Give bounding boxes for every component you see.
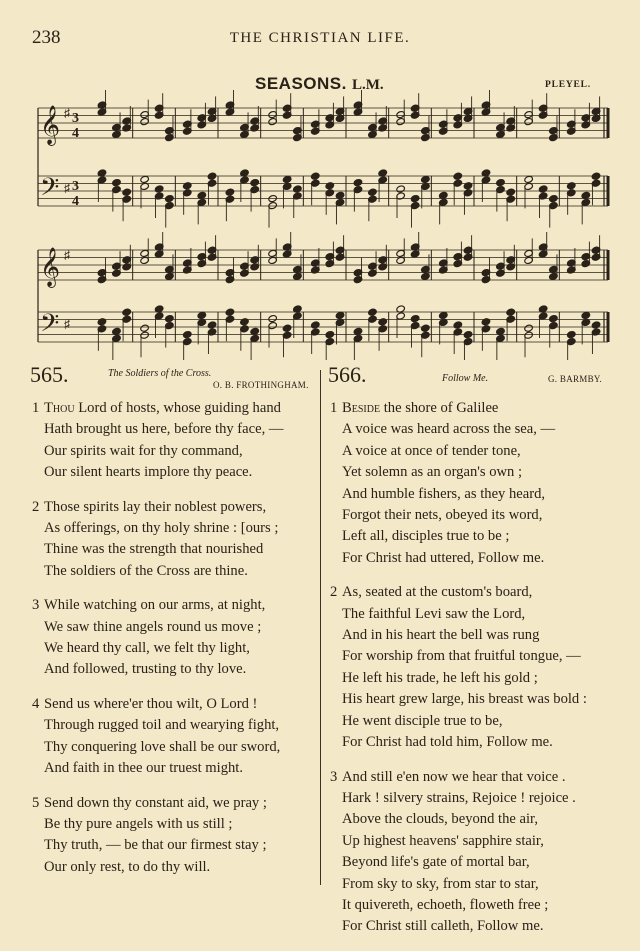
verse-line: Up highest heavens' sapphire stair, bbox=[342, 832, 544, 849]
stanza-number: 3 bbox=[330, 768, 338, 785]
note-head bbox=[524, 175, 534, 183]
note-head bbox=[506, 188, 516, 196]
verse-line: Through rugged toil and wearying fight, bbox=[44, 717, 280, 734]
time-signature: 4 bbox=[72, 194, 79, 209]
note-head bbox=[481, 318, 491, 326]
note-head bbox=[353, 179, 363, 187]
verse-line: And faith in thee our truest might. bbox=[44, 760, 244, 777]
note-head bbox=[463, 182, 473, 190]
first-word: Thou bbox=[44, 400, 75, 416]
note-head bbox=[591, 321, 601, 329]
note-head bbox=[421, 175, 431, 183]
note-head bbox=[311, 321, 321, 329]
verse-line: 4 Send us where'er thou wilt, O Lord ! bbox=[44, 694, 284, 715]
note-head bbox=[591, 172, 601, 180]
note-head bbox=[421, 324, 431, 332]
note-head bbox=[538, 185, 548, 193]
note-head bbox=[140, 175, 150, 183]
verse-line: 3 While watching on our arms, at night, bbox=[44, 595, 284, 616]
verse-line: He went disciple true to be, bbox=[342, 712, 503, 729]
note-head bbox=[140, 324, 150, 332]
note-head bbox=[325, 182, 335, 190]
verse-line: It quivereth, echoeth, floweth free ; bbox=[342, 896, 549, 913]
verse-line: From sky to sky, from star to star, bbox=[342, 875, 539, 892]
verse-line: 5 Send down thy constant aid, we pray ; bbox=[44, 793, 284, 814]
note-head bbox=[567, 331, 577, 339]
note-head bbox=[496, 179, 506, 187]
verse-line: 1 Beside the shore of Galilee bbox=[342, 398, 587, 419]
verse-line: We heard thy call, we felt thy light, bbox=[44, 640, 250, 657]
verse-line: Thy truth, — be that our firmest stay ; bbox=[44, 837, 267, 854]
note-head bbox=[250, 179, 260, 187]
stanza-number: 2 bbox=[32, 498, 40, 515]
note-head bbox=[567, 182, 577, 190]
treble-clef: 𝄞 bbox=[40, 105, 61, 145]
verse-line: A voice was heard across the sea, — bbox=[342, 421, 556, 438]
verse-line: Be thy pure angels with us still ; bbox=[44, 815, 233, 832]
hymn-subtitle-565: The Soldiers of the Cross. bbox=[108, 368, 212, 379]
stanza bbox=[32, 694, 284, 780]
verse-line: A voice at once of tender tone, bbox=[342, 442, 521, 459]
note-head bbox=[225, 308, 235, 316]
verse-line: Above the clouds, beyond the air, bbox=[342, 811, 538, 828]
verse-line: Our spirits wait for thy command, bbox=[44, 442, 243, 459]
verse-line: Left all, disciples true to be ; bbox=[342, 528, 510, 545]
note-head bbox=[122, 188, 132, 196]
note-head bbox=[282, 324, 292, 332]
note-head bbox=[311, 172, 321, 180]
note-head bbox=[154, 185, 164, 193]
tune-composer: PLEYEL. bbox=[545, 80, 591, 90]
stanza-number: 4 bbox=[32, 695, 40, 712]
verse-line: 1 Thou Lord of hosts, whose guiding hand bbox=[44, 398, 284, 419]
note-head bbox=[165, 315, 175, 323]
note-head bbox=[183, 182, 193, 190]
hymn-author-565: O. B. FROTHINGHAM. bbox=[213, 380, 309, 390]
hymn-subtitle-566: Follow Me. bbox=[442, 373, 489, 384]
verse-line: 3 And still e'en now we hear that voice . bbox=[342, 767, 587, 788]
hymn-number-565: 565. bbox=[30, 362, 69, 387]
bass-clef: 𝄢 bbox=[40, 173, 60, 208]
stanza bbox=[32, 595, 284, 681]
note-head bbox=[581, 311, 591, 319]
verse-line: Hath brought us here, before thy face, — bbox=[44, 421, 284, 438]
note-head bbox=[268, 315, 278, 323]
treble-clef: 𝄞 bbox=[40, 247, 61, 287]
verse-line: We saw thine angels round us move ; bbox=[44, 618, 262, 635]
verse-line: For worship from that fruitful tongue, — bbox=[342, 648, 581, 665]
note-head bbox=[378, 318, 388, 326]
note-head bbox=[506, 308, 516, 316]
bass-clef: 𝄢 bbox=[40, 309, 60, 344]
hymn-author-566: G. BARMBY. bbox=[548, 374, 603, 384]
verse-line: 2 As, seated at the custom's board, bbox=[342, 582, 587, 603]
note-head bbox=[183, 331, 193, 339]
verse-line: Thine was the strength that nourished bbox=[44, 541, 264, 558]
note-head bbox=[240, 318, 250, 326]
tune-meter: L.M. bbox=[352, 77, 384, 93]
note-head bbox=[368, 308, 378, 316]
note-head bbox=[207, 321, 217, 329]
sharp-sign: ♯ bbox=[64, 248, 70, 262]
verse-line: Thy conquering love shall be our sword, bbox=[44, 738, 281, 755]
note-head bbox=[225, 188, 235, 196]
note-head bbox=[453, 321, 463, 329]
tune-name: SEASONS. bbox=[255, 74, 347, 93]
note-head bbox=[368, 188, 378, 196]
verse-line: Our silent hearts implore thy peace. bbox=[44, 464, 253, 481]
verse-line: Hark ! silvery strains, Rejoice ! rejoice . bbox=[342, 789, 576, 806]
hymn-number-566: 566. bbox=[328, 362, 367, 387]
note-head bbox=[207, 172, 217, 180]
note-head bbox=[439, 311, 449, 319]
verse-line: For Christ had uttered, Follow me. bbox=[342, 549, 545, 566]
note-head bbox=[524, 324, 534, 332]
verse-line: His heart grew large, his breast was bold : bbox=[342, 691, 587, 708]
running-title: THE CHRISTIAN LIFE. bbox=[229, 30, 411, 46]
note-head bbox=[335, 311, 345, 319]
stanza bbox=[330, 582, 587, 753]
page-number: 238 bbox=[32, 27, 61, 48]
note-head bbox=[325, 331, 335, 339]
note-head bbox=[122, 308, 132, 316]
note-head bbox=[549, 315, 559, 323]
verse-line: Beyond life's gate of mortal bar, bbox=[342, 854, 530, 871]
stanza bbox=[32, 398, 284, 484]
verse-line: And followed, trusting to thy love. bbox=[44, 661, 247, 678]
sharp-sign: ♯ bbox=[64, 317, 70, 331]
first-word: Beside bbox=[342, 400, 381, 416]
note-head bbox=[97, 318, 107, 326]
verse-line: 2 Those spirits lay their noblest powers, bbox=[44, 497, 284, 518]
verse-line: For Christ had told him, Follow me. bbox=[342, 734, 553, 751]
time-signature: 4 bbox=[72, 126, 79, 141]
note-head bbox=[463, 331, 473, 339]
sharp-sign: ♯ bbox=[64, 181, 70, 195]
verse-line: Yet solemn as an organ's own ; bbox=[342, 464, 523, 481]
verse-line: He left his trade, he left his gold ; bbox=[342, 669, 538, 686]
hymn-text-565 bbox=[32, 398, 284, 891]
stanza-number: 3 bbox=[32, 597, 40, 614]
stanza bbox=[32, 793, 284, 879]
stanza bbox=[330, 398, 587, 569]
note-head bbox=[293, 185, 303, 193]
stanza-number: 5 bbox=[32, 794, 40, 811]
stanza bbox=[330, 767, 587, 938]
note-head bbox=[282, 175, 292, 183]
hymn-text-566 bbox=[330, 398, 587, 951]
sharp-sign: ♯ bbox=[64, 106, 70, 120]
stanza-number: 2 bbox=[330, 584, 338, 601]
note-head bbox=[165, 195, 175, 203]
time-signature: 3 bbox=[72, 111, 79, 126]
note-head bbox=[197, 311, 207, 319]
verse-line: Forgot their nets, obeyed its word, bbox=[342, 507, 543, 524]
column-divider bbox=[320, 370, 321, 885]
verse-line: As offerings, on thy holy shrine : [ours ; bbox=[44, 520, 279, 537]
note-head bbox=[112, 179, 122, 187]
note-head bbox=[453, 172, 463, 180]
note-head bbox=[410, 195, 420, 203]
time-signature: 3 bbox=[72, 179, 79, 194]
note-head bbox=[396, 185, 406, 193]
verse-line: Our only rest, to do thy will. bbox=[44, 858, 211, 875]
stanza bbox=[32, 497, 284, 583]
verse-line: For Christ still calleth, Follow me. bbox=[342, 918, 544, 935]
verse-line: The faithful Levi saw the Lord, bbox=[342, 605, 526, 622]
note-head bbox=[549, 195, 559, 203]
music-score bbox=[0, 0, 640, 360]
verse-line: The soldiers of the Cross are thine. bbox=[44, 562, 248, 579]
verse-line: And humble fishers, as they heard, bbox=[342, 485, 546, 502]
note-head bbox=[410, 315, 420, 323]
verse-line: And in his heart the bell was rung bbox=[342, 627, 540, 644]
stanza-number: 1 bbox=[32, 400, 40, 416]
stanza-number: 1 bbox=[330, 400, 338, 416]
